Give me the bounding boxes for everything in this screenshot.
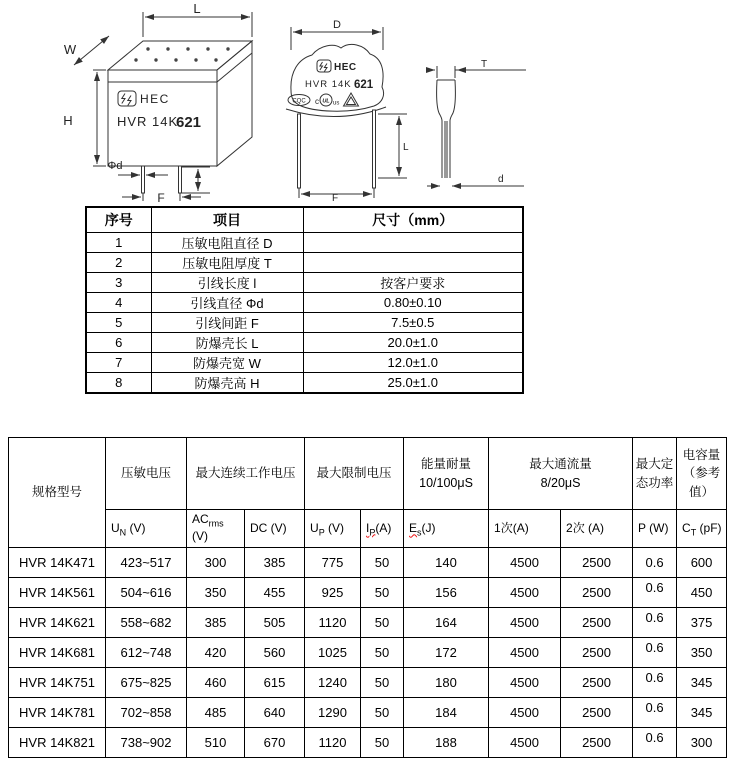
vent-dots — [134, 47, 229, 61]
table-cell: 350 — [677, 637, 727, 667]
dimensions-table — [85, 206, 524, 394]
table-row — [86, 332, 523, 352]
table-cell: 640 — [245, 697, 305, 727]
dim-label-F: F — [331, 193, 339, 202]
ul-us-label: us — [333, 100, 340, 107]
header-energy — [404, 438, 489, 510]
table-row — [9, 547, 727, 577]
table-row — [9, 607, 727, 637]
table-cell: 615 — [245, 667, 305, 697]
table-cell: 510 — [187, 727, 245, 757]
header-surge-line1: 最大通流量 — [529, 457, 592, 472]
table-cell: 0.6 — [633, 637, 677, 667]
table-cell: 50 — [361, 607, 404, 637]
table-cell: 引线直径 Φd — [151, 292, 303, 312]
table-row — [9, 577, 727, 607]
header-capacitance: 电容量（参考值） — [677, 438, 727, 510]
table-cell: 3 — [86, 272, 151, 292]
table-cell: 156 — [404, 577, 489, 607]
table-cell: 140 — [404, 547, 489, 577]
table-cell: 1 — [86, 232, 151, 252]
table-cell: 612~748 — [106, 637, 187, 667]
table-cell: 345 — [677, 667, 727, 697]
table-cell: 2500 — [561, 727, 633, 757]
table-cell: 防爆壳长 L — [151, 332, 303, 352]
dim-label-T: T — [480, 60, 488, 70]
table-cell: 2500 — [561, 637, 633, 667]
table-cell: 0.6 — [633, 727, 677, 757]
table-row — [9, 667, 727, 697]
table-cell: 1290 — [305, 697, 361, 727]
table-cell: 460 — [187, 667, 245, 697]
table-cell: 702~858 — [106, 697, 187, 727]
table-cell: 2500 — [561, 607, 633, 637]
table-cell: 485 — [187, 697, 245, 727]
table-cell: HVR 14K621 — [9, 607, 106, 637]
subheader-up: $U_P$ (V) — [305, 510, 361, 548]
table-cell: 505 — [245, 607, 305, 637]
brand-text: HEC — [334, 62, 357, 73]
hec-logo-icon — [118, 91, 136, 106]
table-cell: 670 — [245, 727, 305, 757]
header-max-clamping-voltage: 最大限制电压 — [305, 438, 404, 510]
subheader-dc: DC (V) — [245, 510, 305, 548]
dim-col-header-index: 序号 — [86, 207, 151, 232]
table-cell: 560 — [245, 637, 305, 667]
subheader-ct: $C_T$ (pF) — [677, 510, 727, 548]
subheader-acrms: $AC_{rms}$ (V) — [187, 510, 245, 548]
table-cell: 4500 — [489, 667, 561, 697]
model-code-text: 621 — [176, 114, 202, 131]
dim-label-W: W — [63, 42, 77, 57]
table-row — [86, 292, 523, 312]
header-surge-line2: 8/20μS — [540, 475, 581, 490]
table-cell: 25.0±1.0 — [303, 372, 523, 393]
table-cell: 4500 — [489, 697, 561, 727]
table-cell: 防爆壳高 H — [151, 372, 303, 393]
header-max-continuous-voltage: 最大连续工作电压 — [187, 438, 305, 510]
side-outline — [427, 66, 526, 186]
table-cell: 0.80±0.10 — [303, 292, 523, 312]
table-cell — [303, 252, 523, 272]
dim-label-H: H — [63, 113, 73, 128]
lead-left — [142, 166, 145, 193]
header-varistor-voltage: 压敏电压 — [106, 438, 187, 510]
dim-label-F: F — [157, 191, 165, 203]
lead-left — [298, 114, 301, 188]
table-cell: 2500 — [561, 697, 633, 727]
table-cell: 7 — [86, 352, 151, 372]
table-cell: 4 — [86, 292, 151, 312]
table-cell: 300 — [677, 727, 727, 757]
table-row — [86, 372, 523, 393]
table-cell: 775 — [305, 547, 361, 577]
table-cell: 2500 — [561, 547, 633, 577]
subheader-p: P (W) — [633, 510, 677, 548]
table-cell: 20.0±1.0 — [303, 332, 523, 352]
side-view-drawing — [424, 60, 529, 200]
header-max-power: 最大定态功率 — [633, 438, 677, 510]
dim-label-L: L — [403, 142, 409, 153]
table-cell: 4500 — [489, 547, 561, 577]
table-cell: 2500 — [561, 577, 633, 607]
disc-varistor-drawing — [277, 10, 417, 202]
table-cell: HVR 14K681 — [9, 637, 106, 667]
table-cell: 450 — [677, 577, 727, 607]
hec-logo-icon — [317, 60, 331, 72]
subheader-ip: $I_P(A)$ — [361, 510, 404, 548]
table-cell: 423~517 — [106, 547, 187, 577]
table-cell: 50 — [361, 637, 404, 667]
table-cell: 4500 — [489, 577, 561, 607]
table-cell: 按客户要求 — [303, 272, 523, 292]
table-cell: 压敏电阻厚度 T — [151, 252, 303, 272]
table-row — [9, 637, 727, 667]
table-cell: 50 — [361, 667, 404, 697]
table-cell: 925 — [305, 577, 361, 607]
table-cell: 0.6 — [633, 547, 677, 577]
table-cell: 420 — [187, 637, 245, 667]
table-cell: 0.6 — [633, 667, 677, 697]
table-cell: 2 — [86, 252, 151, 272]
dim-label-D: D — [333, 19, 341, 31]
model-code-text: 621 — [354, 79, 374, 91]
table-cell: 504~616 — [106, 577, 187, 607]
dim-col-header-size: 尺寸（mm） — [303, 207, 523, 232]
table-cell: 6 — [86, 332, 151, 352]
table-cell: 防爆壳宽 W — [151, 352, 303, 372]
header-model: 规格型号 — [9, 438, 106, 548]
table-cell: 2500 — [561, 667, 633, 697]
subheader-es: $E_s(J)$ — [404, 510, 489, 548]
table-cell: 600 — [677, 547, 727, 577]
table-row — [86, 312, 523, 332]
brand-text: HEC — [140, 92, 170, 106]
table-cell: 50 — [361, 547, 404, 577]
box-varistor-drawing — [60, 3, 265, 203]
dim-table-body — [86, 232, 523, 393]
dim-label-phid: Φd — [107, 160, 123, 172]
table-row — [86, 352, 523, 372]
table-cell: 4500 — [489, 607, 561, 637]
disc-outline — [286, 27, 407, 198]
table-cell: 0.6 — [633, 607, 677, 637]
subheader-surge-1: 1次(A) — [489, 510, 561, 548]
table-cell: 0.6 — [633, 697, 677, 727]
table-row — [86, 272, 523, 292]
table-cell: 12.0±1.0 — [303, 352, 523, 372]
table-cell: 350 — [187, 577, 245, 607]
table-cell: 1025 — [305, 637, 361, 667]
table-cell: 50 — [361, 697, 404, 727]
table-cell: 5 — [86, 312, 151, 332]
dim-label-L: L — [193, 3, 201, 16]
table-cell: 164 — [404, 607, 489, 637]
table-cell: 压敏电阻直径 D — [151, 232, 303, 252]
box-outline — [74, 12, 252, 201]
table-cell: 455 — [245, 577, 305, 607]
table-cell: 0.6 — [633, 577, 677, 607]
table-cell: 375 — [677, 607, 727, 637]
spec-group-header-row — [9, 438, 727, 510]
table-cell: 345 — [677, 697, 727, 727]
cqc-mark-label: CQC — [292, 98, 306, 105]
table-cell: 385 — [245, 547, 305, 577]
header-surge — [489, 438, 633, 510]
table-row — [9, 727, 727, 757]
spec-table — [8, 437, 727, 758]
table-cell: 184 — [404, 697, 489, 727]
table-cell: 7.5±0.5 — [303, 312, 523, 332]
table-cell: HVR 14K781 — [9, 697, 106, 727]
subheader-surge-2: 2次 (A) — [561, 510, 633, 548]
dim-col-header-item: 项目 — [151, 207, 303, 232]
header-energy-line2: 10/100μS — [419, 475, 473, 490]
table-cell: HVR 14K821 — [9, 727, 106, 757]
table-cell: HVR 14K471 — [9, 547, 106, 577]
subheader-un: $U_N$ (V) — [106, 510, 187, 548]
table-cell: 4500 — [489, 727, 561, 757]
table-cell: 558~682 — [106, 607, 187, 637]
table-cell: 385 — [187, 607, 245, 637]
table-cell: 50 — [361, 577, 404, 607]
ul-label: UL — [322, 98, 330, 105]
table-cell: HVR 14K561 — [9, 577, 106, 607]
table-cell: 300 — [187, 547, 245, 577]
table-cell: 8 — [86, 372, 151, 393]
table-row — [86, 252, 523, 272]
table-cell: 引线间距 F — [151, 312, 303, 332]
table-cell: 1120 — [305, 727, 361, 757]
table-cell: 675~825 — [106, 667, 187, 697]
table-row — [86, 232, 523, 252]
table-cell: 1120 — [305, 607, 361, 637]
lead-right — [179, 166, 182, 193]
table-cell: 引线长度 l — [151, 272, 303, 292]
table-cell: 1240 — [305, 667, 361, 697]
dim-label-d: d — [498, 174, 504, 185]
spec-subheader-row — [9, 510, 727, 548]
table-cell: 4500 — [489, 637, 561, 667]
table-row — [9, 697, 727, 727]
table-cell: 738~902 — [106, 727, 187, 757]
dim-header-row — [86, 207, 523, 232]
table-cell: 188 — [404, 727, 489, 757]
table-cell: 172 — [404, 637, 489, 667]
model-text: HVR 14K — [117, 114, 179, 129]
model-text: HVR 14K — [305, 79, 352, 90]
table-cell: 180 — [404, 667, 489, 697]
spec-table-body — [9, 547, 727, 757]
table-cell: HVR 14K751 — [9, 667, 106, 697]
lead-right — [373, 110, 376, 188]
table-cell: 50 — [361, 727, 404, 757]
header-energy-line1: 能量耐量 — [421, 457, 472, 472]
ul-c-label: c — [315, 97, 319, 106]
table-cell — [303, 232, 523, 252]
